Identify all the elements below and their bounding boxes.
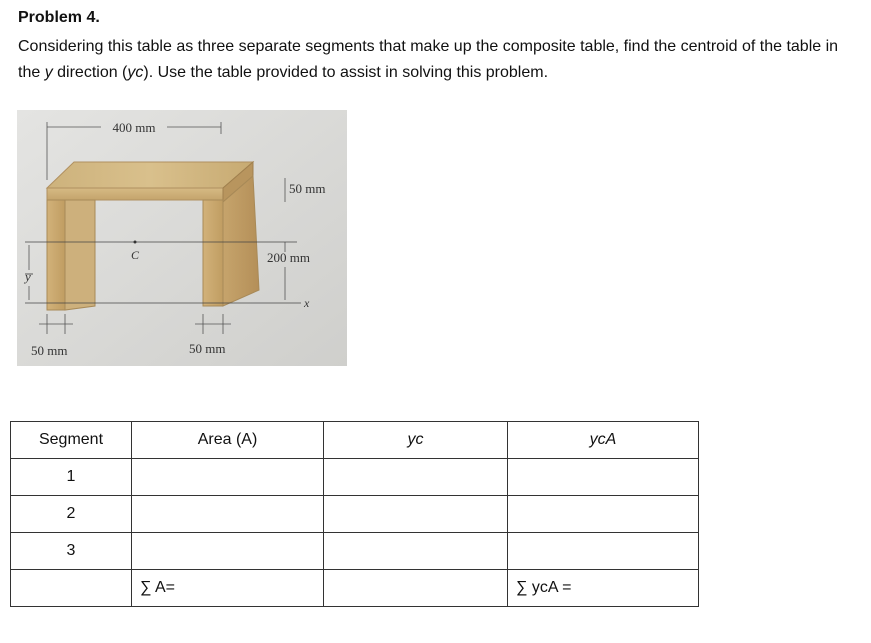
tabletop-surface [47, 162, 253, 188]
header-segment: Segment [11, 422, 132, 459]
yca-cell[interactable] [508, 496, 699, 533]
dim-top-label: 50 mm [289, 181, 326, 196]
header-yc-text: yc [407, 431, 424, 448]
sum-yc-empty-cell [324, 570, 508, 607]
yca-cell[interactable] [508, 533, 699, 570]
header-yca-text: ycA [589, 431, 617, 448]
table-header-row [11, 422, 699, 459]
table-row [11, 496, 699, 533]
header-yca [508, 422, 699, 459]
left-leg-side [65, 200, 95, 310]
sum-empty-cell [11, 570, 132, 607]
x-axis-label: x [304, 296, 310, 310]
dim-400-label: 400 mm [112, 120, 156, 135]
segment-cell: 1 [11, 459, 132, 496]
yc-cell[interactable] [324, 533, 508, 570]
statement-text-2: direction ( [52, 64, 128, 81]
table-figure [17, 110, 347, 366]
segment-cell: 2 [11, 496, 132, 533]
centroid-label: C [131, 248, 140, 262]
table-figure-svg [17, 110, 347, 366]
statement-text-1: Considering this table as three separate segments that make up the composite table, find the centroid of the table in the [18, 38, 839, 81]
header-area: Area (A) [132, 422, 324, 459]
sum-area-cell[interactable]: ∑ A= [132, 570, 324, 607]
area-cell[interactable] [132, 496, 324, 533]
right-leg [203, 200, 223, 306]
problem-title: Problem 4. [18, 9, 100, 26]
area-cell[interactable] [132, 459, 324, 496]
statement-var-yc: yc [127, 64, 144, 81]
tabletop-front [47, 188, 223, 200]
left-leg [47, 200, 65, 310]
yc-cell[interactable] [324, 459, 508, 496]
yc-cell[interactable] [324, 496, 508, 533]
yca-cell[interactable] [508, 459, 699, 496]
centroid-worksheet-table [10, 421, 699, 607]
area-cell[interactable] [132, 533, 324, 570]
header-yc [324, 422, 508, 459]
centroid-point [134, 241, 137, 244]
ybar-label: y [25, 269, 31, 284]
table-row [11, 533, 699, 570]
dim-200-label: 200 mm [267, 250, 310, 265]
segment-cell: 3 [11, 533, 132, 570]
problem-statement [18, 34, 858, 86]
table-row [11, 459, 699, 496]
dim-right-leg-label: 50 mm [189, 341, 226, 356]
statement-var-y: y [44, 64, 53, 81]
table-sum-row [11, 570, 699, 607]
statement-text-3: ). Use the table provided to assist in solving this problem. [143, 64, 549, 81]
dim-left-leg-label: 50 mm [31, 343, 68, 358]
sum-yca-cell[interactable]: ∑ ycA = [508, 570, 699, 607]
